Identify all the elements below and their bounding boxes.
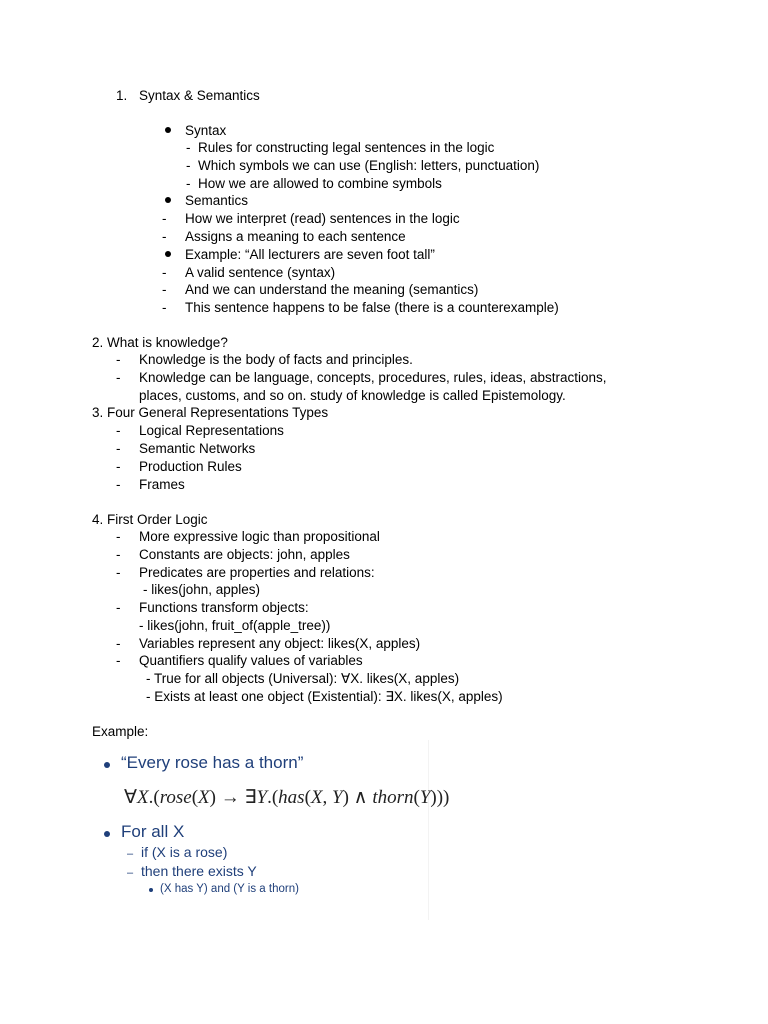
dash-marker: - [116,370,121,385]
bullet-icon [104,831,110,837]
section3-item-4: Frames [139,477,185,492]
dash-marker: - [116,459,121,474]
dash-marker: - [116,636,121,651]
section4-item-5: Variables represent any object: likes(X, apples) [139,636,421,651]
dash-marker: - [162,229,167,244]
section1-number: 1. [116,88,128,103]
rose-formula: ∀X.(rose(X) → ∃Y.(has(X, Y) ∧ thorn(Y))) [124,787,450,808]
dash-marker: - [116,600,121,615]
dash-marker: - [116,441,121,456]
dash-marker: - [116,653,121,668]
dash-marker: - [186,158,191,173]
example-item-2: And we can understand the meaning (semantics) [185,282,479,297]
section1-title: Syntax & Semantics [139,88,260,103]
example-item-1: A valid sentence (syntax) [185,265,336,280]
section4-item-3: Predicates are properties and relations: [139,565,375,580]
bullet-icon [104,762,110,768]
dash-marker: - [116,352,121,367]
section2-item-1: Knowledge is the body of facts and principles. [139,352,413,367]
dash-marker: - [162,300,167,315]
section4-item-6: Quantifiers qualify values of variables [139,653,363,668]
section4-item-6-sub-1: - True for all objects (Universal): ∀X. likes(X, apples) [146,671,460,686]
semantics-item-1: How we interpret (read) sentences in the logic [185,211,460,226]
example-item-3: This sentence happens to be false (there is a counterexample) [185,300,559,315]
bullet-icon [149,888,153,892]
dash-marker: - [162,211,167,226]
dash-marker: - [116,529,121,544]
section3-title: 3. Four General Representations Types [92,405,329,420]
dash-marker: - [116,565,121,580]
dash-marker: - [186,140,191,155]
syntax-item-3: How we are allowed to combine symbols [198,176,442,191]
section4-item-1: More expressive logic than propositional [139,529,380,544]
dash-marker: – [127,848,134,860]
section3-item-1: Logical Representations [139,423,284,438]
section4-title: 4. First Order Logic [92,512,208,527]
semantics-item-2: Assigns a meaning to each sentence [185,229,406,244]
syntax-item-2: Which symbols we can use (English: letters, punctuation) [198,158,540,173]
example-heading: Example: [92,724,149,739]
example-sub-3: (X has Y) and (Y is a thorn) [160,883,299,895]
forall-label: For all X [121,822,185,841]
dash-marker: - [162,282,167,297]
bullet-icon [165,251,171,257]
rose-quote: “Every rose has a thorn” [121,753,304,772]
example-label: Example: “All lecturers are seven foot tall” [185,247,435,262]
bullet-icon [165,197,171,203]
bullet-icon [165,127,171,133]
dash-marker: – [127,867,134,879]
example-sub-2: then there exists Y [141,863,257,879]
section2-title: 2. What is knowledge? [92,335,228,350]
dash-marker: - [116,423,121,438]
dash-marker: - [162,265,167,280]
section4-item-2: Constants are objects: john, apples [139,547,350,562]
section4-item-4-sub: - likes(john, fruit_of(apple_tree)) [139,618,331,633]
dash-marker: - [116,547,121,562]
semantics-label: Semantics [185,193,249,208]
section4-item-6-sub-2: - Exists at least one object (Existential): ∃X. likes(X, apples) [146,689,503,704]
syntax-item-1: Rules for constructing legal sentences in the logic [198,140,495,155]
section2-item-2-continuation: places, customs, and so on. study of knowledge is called Epistemology. [139,388,566,403]
section3-item-3: Production Rules [139,459,242,474]
syntax-label: Syntax [185,123,227,138]
section4-item-4: Functions transform objects: [139,600,309,615]
section2-item-2: Knowledge can be language, concepts, procedures, rules, ideas, abstractions, [139,370,607,385]
slide-edge [428,740,429,920]
dash-marker: - [116,477,121,492]
section4-item-3-sub: - likes(john, apples) [143,582,261,597]
section3-item-2: Semantic Networks [139,441,256,456]
dash-marker: - [186,176,191,191]
example-sub-1: if (X is a rose) [141,844,228,860]
